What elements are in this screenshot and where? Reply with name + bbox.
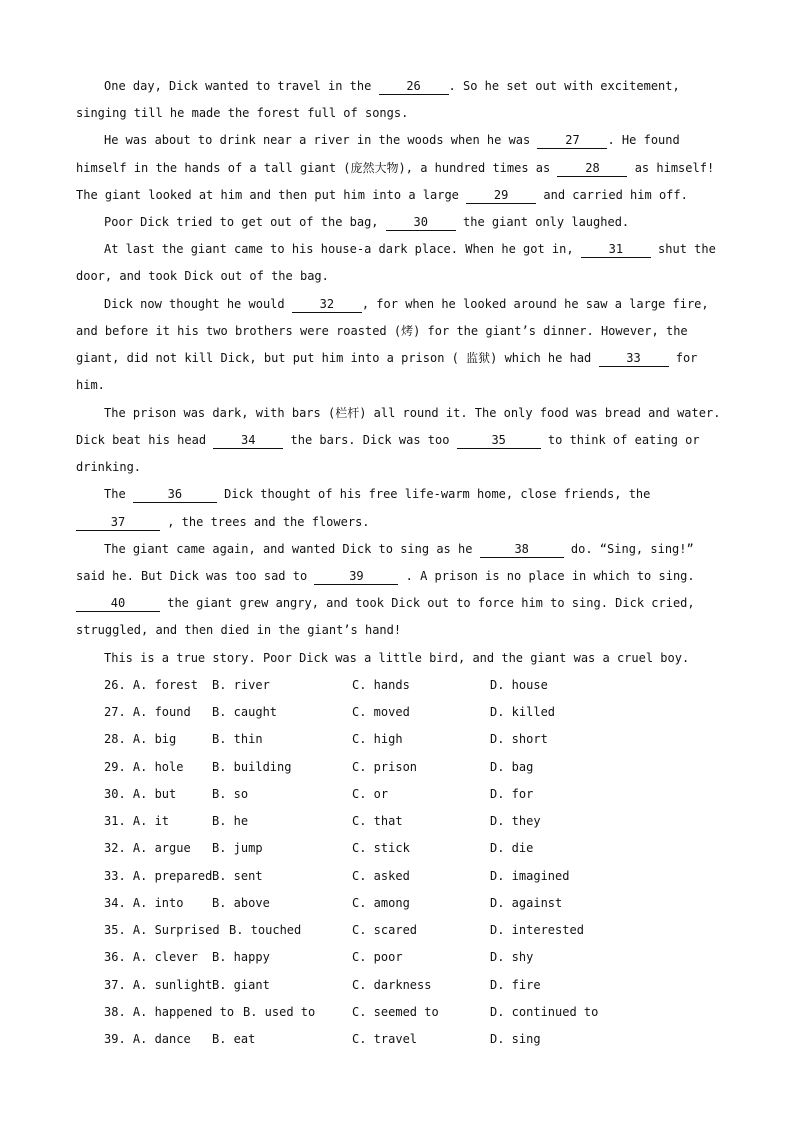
passage-text: One day, Dick wanted to travel in the (104, 79, 379, 93)
passage-line (104, 403, 720, 423)
option-a: 29. A. hole (104, 760, 184, 774)
passage-line (76, 566, 695, 586)
passage-line (104, 539, 694, 559)
option-a: 36. A. clever (104, 950, 198, 964)
option-a: 32. A. argue (104, 841, 191, 855)
option-d: D. interested (490, 923, 584, 937)
option-b: B. so (212, 787, 249, 801)
passage-text: to think of eating or (540, 433, 700, 447)
passage-text: as himself! (627, 161, 715, 175)
passage-line (76, 348, 697, 368)
passage-line (104, 212, 629, 232)
passage-text: Dick beat his head (76, 433, 214, 447)
option-c: C. seemed to (352, 1005, 439, 1019)
option-d: D. killed (490, 705, 556, 719)
option-c: C. among (352, 896, 410, 910)
passage-text: the giant only laughed. (455, 215, 630, 229)
option-a: 35. A. Surprised (104, 923, 220, 937)
passage-text: At last the giant came to his house-a dark place. When he got in, (104, 242, 581, 256)
passage-line (76, 375, 105, 395)
option-d: D. bag (490, 760, 534, 774)
blank-28: 28 (557, 160, 627, 177)
passage-text: for (668, 351, 698, 365)
passage-line (76, 620, 401, 640)
option-d: D. imagined (490, 869, 570, 883)
option-a: 38. A. happened to (104, 1005, 235, 1019)
option-d: D. sing (490, 1032, 541, 1046)
passage-text: drinking. (76, 460, 142, 474)
passage-text: , for when he looked around he saw a large fire, (361, 297, 709, 311)
passage-line (76, 430, 700, 450)
option-a: 28. A. big (104, 732, 177, 746)
blank-29: 29 (466, 187, 536, 204)
option-d: D. shy (490, 950, 534, 964)
option-a: 39. A. dance (104, 1032, 191, 1046)
option-d: D. die (490, 841, 534, 855)
option-d: D. for (490, 787, 534, 801)
option-d: D. house (490, 678, 548, 692)
option-c: C. poor (352, 950, 403, 964)
option-b: B. sent (212, 869, 263, 883)
passage-line (76, 593, 695, 613)
option-b: B. jump (212, 841, 263, 855)
passage-line (76, 158, 714, 178)
passage-line (76, 266, 329, 286)
option-c: C. scared (352, 923, 418, 937)
option-c: C. prison (352, 760, 418, 774)
passage-text: the giant grew angry, and took Dick out to force him to sing. Dick cried, (160, 596, 695, 610)
blank-26: 26 (379, 78, 449, 95)
blank-33: 33 (599, 350, 669, 367)
option-d: D. fire (490, 978, 541, 992)
passage-text: Dick thought of his free life-warm home, close friends, the (216, 487, 651, 501)
passage-text: He was about to drink near a river in the woods when he was (104, 133, 538, 147)
blank-36: 36 (133, 486, 217, 503)
blank-37: 37 (76, 514, 160, 531)
blank-27: 27 (537, 132, 607, 149)
option-b: B. touched (229, 923, 302, 937)
option-b: B. giant (212, 978, 270, 992)
option-c: C. travel (352, 1032, 418, 1046)
option-c: C. high (352, 732, 403, 746)
blank-38: 38 (480, 541, 564, 558)
passage-line (104, 239, 716, 259)
passage-line (76, 185, 688, 205)
option-c: C. darkness (352, 978, 432, 992)
option-a: 34. A. into (104, 896, 184, 910)
passage-text: giant, did not kill Dick, but put him into a prison ( 监狱) which he had (76, 351, 599, 365)
passage-text: Poor Dick tried to get out of the bag, (104, 215, 386, 229)
passage-line (76, 321, 688, 341)
option-c: C. stick (352, 841, 410, 855)
option-c: C. that (352, 814, 403, 828)
option-c: C. or (352, 787, 389, 801)
passage-text: The (104, 487, 133, 501)
option-b: B. eat (212, 1032, 256, 1046)
option-a: 26. A. forest (104, 678, 198, 692)
option-b: B. thin (212, 732, 263, 746)
passage-line (104, 648, 689, 668)
option-a: 27. A. found (104, 705, 191, 719)
passage-text: This is a true story. Poor Dick was a little bird, and the giant was a cruel boy. (104, 651, 690, 665)
passage-text: singing till he made the forest full of songs. (76, 106, 409, 120)
option-b: B. caught (212, 705, 278, 719)
option-c: C. hands (352, 678, 410, 692)
passage-line (104, 294, 709, 314)
option-d: D. continued to (490, 1005, 599, 1019)
passage-text: said he. But Dick was too sad to (76, 569, 315, 583)
blank-40: 40 (76, 595, 160, 612)
passage-text: The giant came again, and wanted Dick to sing as he (104, 542, 480, 556)
option-a: 31. A. it (104, 814, 170, 828)
passage-text: and before it his two brothers were roasted (烤) for the giant’s dinner. However, the (76, 324, 688, 338)
passage-text: struggled, and then died in the giant’s hand! (76, 623, 402, 637)
passage-text: . He found (607, 133, 680, 147)
passage-text: do. “Sing, sing!” (563, 542, 694, 556)
passage-text: , the trees and the flowers. (160, 515, 370, 529)
passage-text: him. (76, 378, 105, 392)
option-d: D. they (490, 814, 541, 828)
option-c: C. moved (352, 705, 410, 719)
passage-text: shut the (650, 242, 716, 256)
passage-text: The prison was dark, with bars (栏杆) all round it. The only food was bread and water. (104, 406, 721, 420)
option-b: B. building (212, 760, 292, 774)
blank-30: 30 (386, 214, 456, 231)
option-b: B. happy (212, 950, 270, 964)
option-b: B. river (212, 678, 270, 692)
passage-text: . So he set out with excitement, (448, 79, 680, 93)
option-b: B. used to (243, 1005, 316, 1019)
option-b: B. he (212, 814, 249, 828)
option-a: 33. A. prepared (104, 869, 213, 883)
passage-text: himself in the hands of a tall giant (庞然大物), a hundred times as (76, 161, 558, 175)
passage-text: and carried him off. (536, 188, 688, 202)
passage-text: . A prison is no place in which to sing. (398, 569, 695, 583)
option-a: 30. A. but (104, 787, 177, 801)
blank-31: 31 (581, 241, 651, 258)
passage-line (76, 103, 408, 123)
passage-line (104, 484, 650, 504)
option-b: B. above (212, 896, 270, 910)
passage-line (76, 457, 141, 477)
blank-39: 39 (314, 568, 398, 585)
option-a: 37. A. sunlight (104, 978, 213, 992)
passage-line (104, 130, 680, 150)
passage-line (76, 512, 370, 532)
blank-32: 32 (292, 296, 362, 313)
passage-text: The giant looked at him and then put him into a large (76, 188, 467, 202)
blank-34: 34 (213, 432, 283, 449)
option-d: D. against (490, 896, 563, 910)
passage-line (104, 76, 680, 96)
passage-text: door, and took Dick out of the bag. (76, 269, 329, 283)
option-c: C. asked (352, 869, 410, 883)
passage-text: Dick now thought he would (104, 297, 292, 311)
blank-35: 35 (457, 432, 541, 449)
option-d: D. short (490, 732, 548, 746)
passage-text: the bars. Dick was too (283, 433, 457, 447)
